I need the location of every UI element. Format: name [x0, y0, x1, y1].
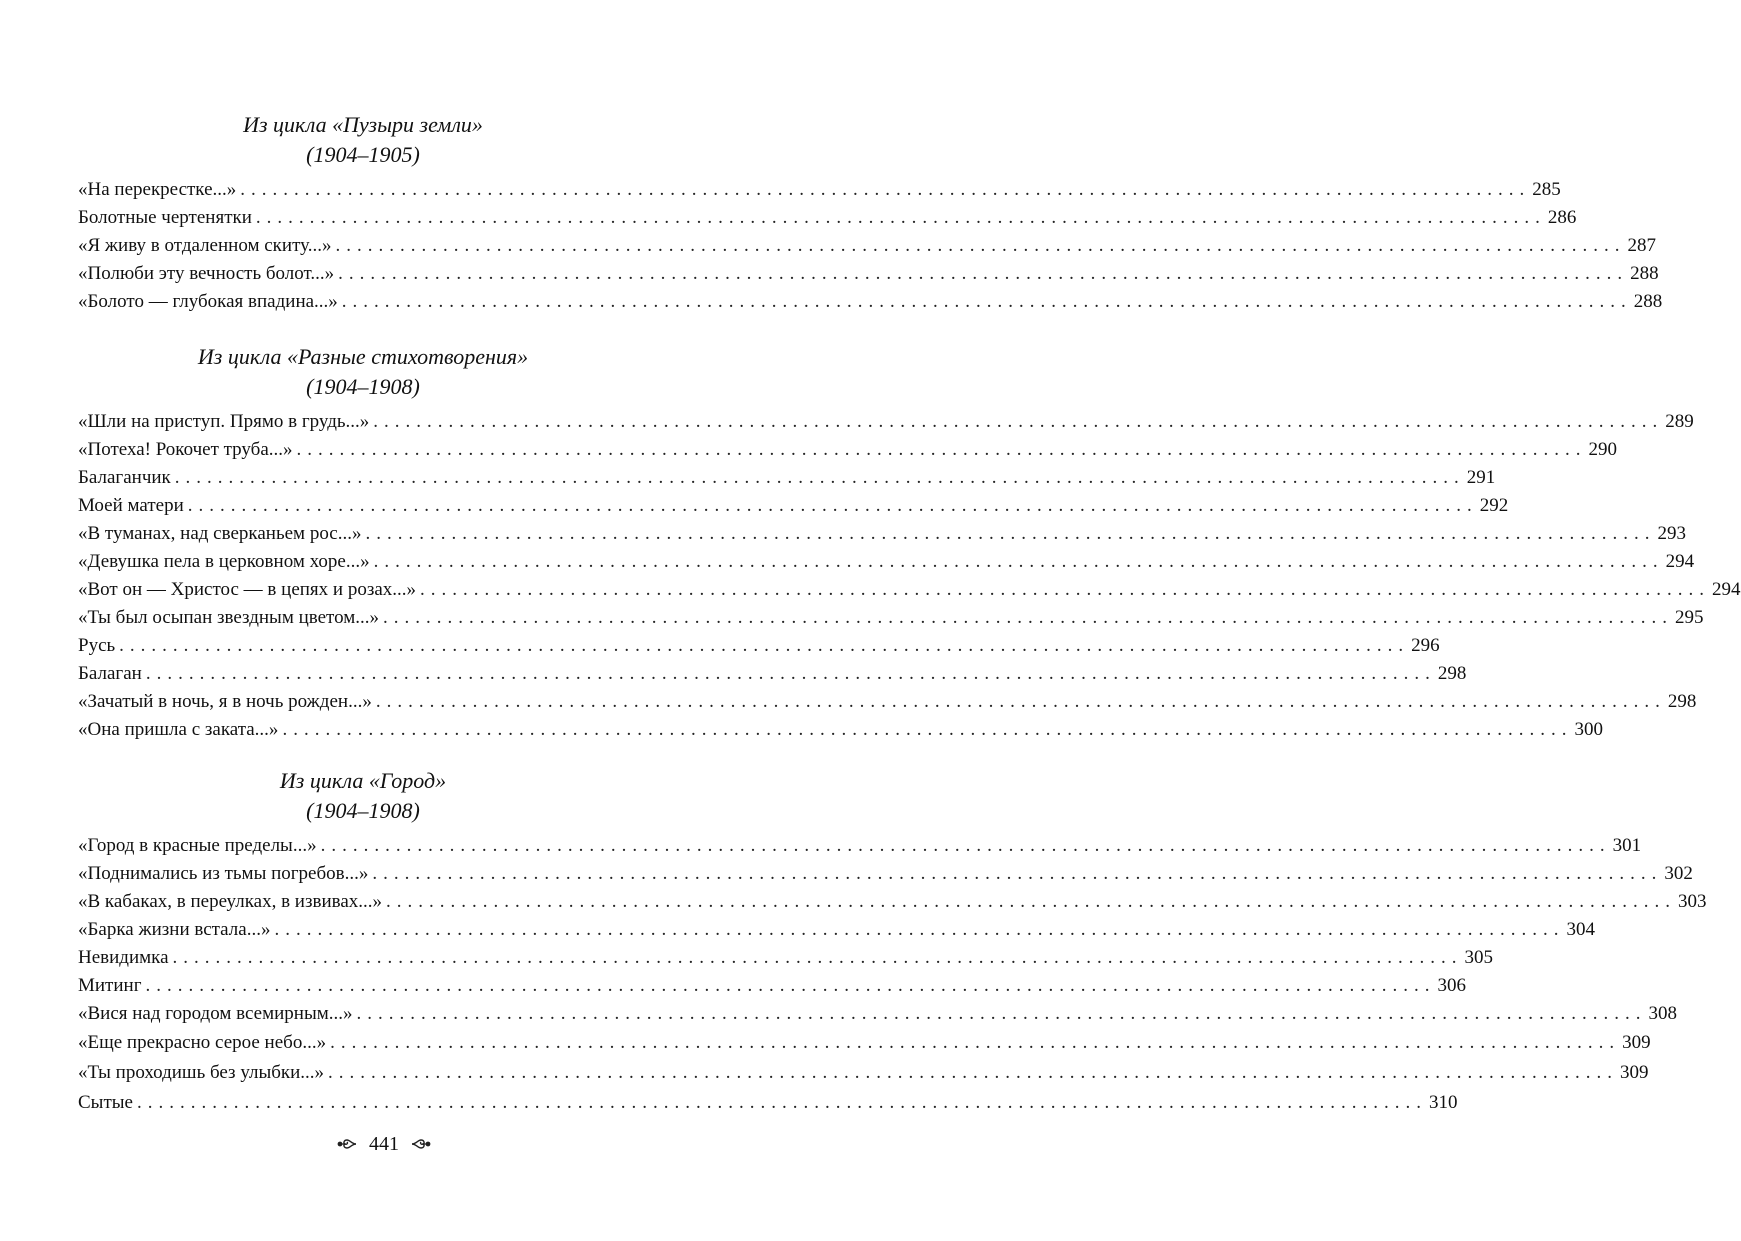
toc-entry[interactable] — [78, 288, 1663, 316]
entry-title: Невидимка — [78, 947, 169, 968]
entry-page: 292 — [1479, 495, 1509, 516]
entry-title: «Полюби эту вечность болот...» — [78, 263, 335, 284]
leader-dots: ........................................................................................................................ — [172, 947, 1463, 968]
entry-page: 305 — [1464, 947, 1494, 968]
entry-page: 291 — [1466, 467, 1496, 488]
leader-dots: ........................................................................................................................ — [145, 663, 1436, 684]
entry-page: 286 — [1547, 207, 1577, 228]
leader-dots: ........................................................................................................................ — [341, 291, 1632, 312]
leader-dots: ........................................................................................................................ — [136, 1092, 1427, 1113]
entry-page: 294 — [1665, 551, 1695, 572]
entry-page: 289 — [1665, 411, 1694, 432]
toc-entry[interactable] — [78, 632, 1440, 660]
toc-entry[interactable] — [78, 604, 1704, 632]
section-years: (1904–1908) — [306, 798, 420, 823]
toc-entry[interactable] — [78, 576, 1741, 604]
page-folio — [0, 1128, 768, 1159]
entry-page: 285 — [1532, 179, 1561, 200]
entry-title: Сытые — [78, 1092, 133, 1113]
toc-section — [78, 342, 1741, 744]
entry-title: «Вот он — Христос — в цепях и розах...» — [78, 579, 417, 600]
entry-page: 308 — [1648, 1003, 1677, 1024]
entry-page: 295 — [1675, 607, 1704, 628]
entry-page: 306 — [1437, 975, 1466, 996]
entry-page: 294 — [1712, 579, 1741, 600]
entry-page: 303 — [1678, 891, 1707, 912]
toc-entry[interactable] — [78, 972, 1466, 1000]
leader-dots: ........................................................................................................................ — [240, 179, 1531, 200]
leader-dots: ........................................................................................................................ — [373, 551, 1664, 572]
leader-dots: ........................................................................................................................ — [145, 975, 1436, 996]
entry-title: «Девушка пела в церковном хоре...» — [78, 551, 370, 572]
leader-dots: ........................................................................................................................ — [356, 1003, 1647, 1024]
toc-entry[interactable] — [78, 1000, 1677, 1028]
leader-dots: ........................................................................................................................ — [274, 919, 1565, 940]
toc-entry[interactable] — [78, 1028, 1651, 1058]
fleuron-left-icon — [336, 1135, 358, 1153]
entry-page: 290 — [1588, 439, 1618, 460]
leader-dots: ........................................................................................................................ — [335, 235, 1626, 256]
entry-title: «Болото — глубокая впадина...» — [78, 291, 338, 312]
entry-page: 288 — [1630, 263, 1659, 284]
entry-title: Митинг — [78, 975, 142, 996]
entry-page: 287 — [1627, 235, 1656, 256]
leader-dots: ........................................................................................................................ — [296, 439, 1587, 460]
toc-entry[interactable] — [78, 1088, 1458, 1118]
leader-dots: ........................................................................................................................ — [330, 1032, 1621, 1053]
leader-dots: ........................................................................................................................ — [320, 835, 1611, 856]
entry-title: «Поднимались из тьмы погребов...» — [78, 863, 369, 884]
entry-title: «Еще прекрасно серое небо...» — [78, 1032, 327, 1053]
leader-dots: ........................................................................................................................ — [372, 863, 1663, 884]
toc-entry[interactable] — [78, 232, 1656, 260]
leader-dots: ........................................................................................................................ — [174, 467, 1465, 488]
section-title: Из цикла «Разные стихотворения» — [197, 344, 529, 369]
entry-page: 309 — [1620, 1062, 1649, 1083]
entry-page: 298 — [1667, 691, 1697, 712]
entry-title: «Зачатый в ночь, я в ночь рожден...» — [78, 691, 372, 712]
entry-page: 300 — [1574, 719, 1603, 740]
leader-dots: ........................................................................................................................ — [187, 495, 1478, 516]
entry-page: 309 — [1622, 1032, 1651, 1053]
entry-page: 293 — [1657, 523, 1686, 544]
entry-title: Болотные чертенятки — [78, 207, 252, 228]
leader-dots: ........................................................................................................................ — [282, 719, 1573, 740]
toc-entry[interactable] — [78, 1058, 1649, 1088]
toc-entry[interactable] — [78, 548, 1695, 576]
toc-entry[interactable] — [78, 716, 1603, 744]
entry-title: Русь — [78, 635, 116, 656]
entry-list — [78, 176, 1663, 316]
entry-title: Балаганчик — [78, 467, 171, 488]
entry-title: «Я живу в отдаленном скиту...» — [78, 235, 332, 256]
entry-title: «Вися над городом всемирным...» — [78, 1003, 353, 1024]
leader-dots: ........................................................................................................................ — [373, 411, 1664, 432]
leader-dots: ........................................................................................................................ — [420, 579, 1711, 600]
entry-title: «Ты проходишь без улыбки...» — [78, 1062, 325, 1083]
toc-entry[interactable] — [78, 944, 1494, 972]
entry-title: «Шли на приступ. Прямо в грудь...» — [78, 411, 370, 432]
leader-dots: ........................................................................................................................ — [383, 607, 1674, 628]
toc-entry[interactable] — [78, 408, 1694, 436]
toc-entry[interactable] — [78, 520, 1686, 548]
toc-entry[interactable] — [78, 176, 1561, 204]
section-title: Из цикла «Пузыри земли» — [243, 112, 483, 137]
entry-title: «Потеха! Рокочет труба...» — [78, 439, 293, 460]
toc-entry[interactable] — [78, 860, 1693, 888]
entry-page: 310 — [1428, 1092, 1458, 1113]
entry-title: «В кабаках, в переулках, в извивах...» — [78, 891, 383, 912]
leader-dots: ........................................................................................................................ — [328, 1062, 1619, 1083]
entry-page: 301 — [1612, 835, 1642, 856]
toc-section — [78, 766, 1707, 1118]
section-years: (1904–1905) — [306, 142, 420, 167]
toc-entry[interactable] — [78, 916, 1595, 944]
leader-dots: ........................................................................................................................ — [386, 891, 1677, 912]
toc-entry[interactable] — [78, 464, 1496, 492]
entry-title: «Барка жизни встала...» — [78, 919, 271, 940]
entry-page: 296 — [1411, 635, 1440, 656]
leader-dots: ........................................................................................................................ — [255, 207, 1546, 228]
leader-dots: ........................................................................................................................ — [338, 263, 1629, 284]
page-number: 441 — [369, 1133, 399, 1156]
leader-dots: ........................................................................................................................ — [375, 691, 1666, 712]
entry-title: «Ты был осыпан звездным цветом...» — [78, 607, 380, 628]
toc-entry[interactable] — [78, 436, 1618, 464]
leader-dots: ........................................................................................................................ — [119, 635, 1410, 656]
entry-title: «Она пришла с заката...» — [78, 719, 279, 740]
entry-title: «В туманах, над сверканьем рос...» — [78, 523, 362, 544]
entry-list — [78, 408, 1741, 744]
entry-title: Балаган — [78, 663, 142, 684]
section-years: (1904–1908) — [306, 374, 420, 399]
toc-entry[interactable] — [78, 660, 1467, 688]
entry-title: Моей матери — [78, 495, 184, 516]
toc-entry[interactable] — [78, 260, 1659, 288]
toc-entry[interactable] — [78, 888, 1707, 916]
entry-list — [78, 832, 1707, 1118]
entry-page: 302 — [1664, 863, 1693, 884]
entry-page: 288 — [1633, 291, 1663, 312]
toc-entry[interactable] — [78, 688, 1697, 716]
toc-entry[interactable] — [78, 204, 1577, 232]
entry-page: 298 — [1437, 663, 1467, 684]
section-title: Из цикла «Город» — [279, 768, 447, 793]
toc-entry[interactable] — [78, 832, 1642, 860]
toc-section — [78, 110, 1663, 316]
entry-page: 304 — [1566, 919, 1595, 940]
leader-dots: ........................................................................................................................ — [365, 523, 1656, 544]
toc-entry[interactable] — [78, 492, 1509, 520]
fleuron-right-icon — [410, 1135, 432, 1153]
entry-title: «Город в красные пределы...» — [78, 835, 317, 856]
entry-title: «На перекрестке...» — [78, 179, 237, 200]
